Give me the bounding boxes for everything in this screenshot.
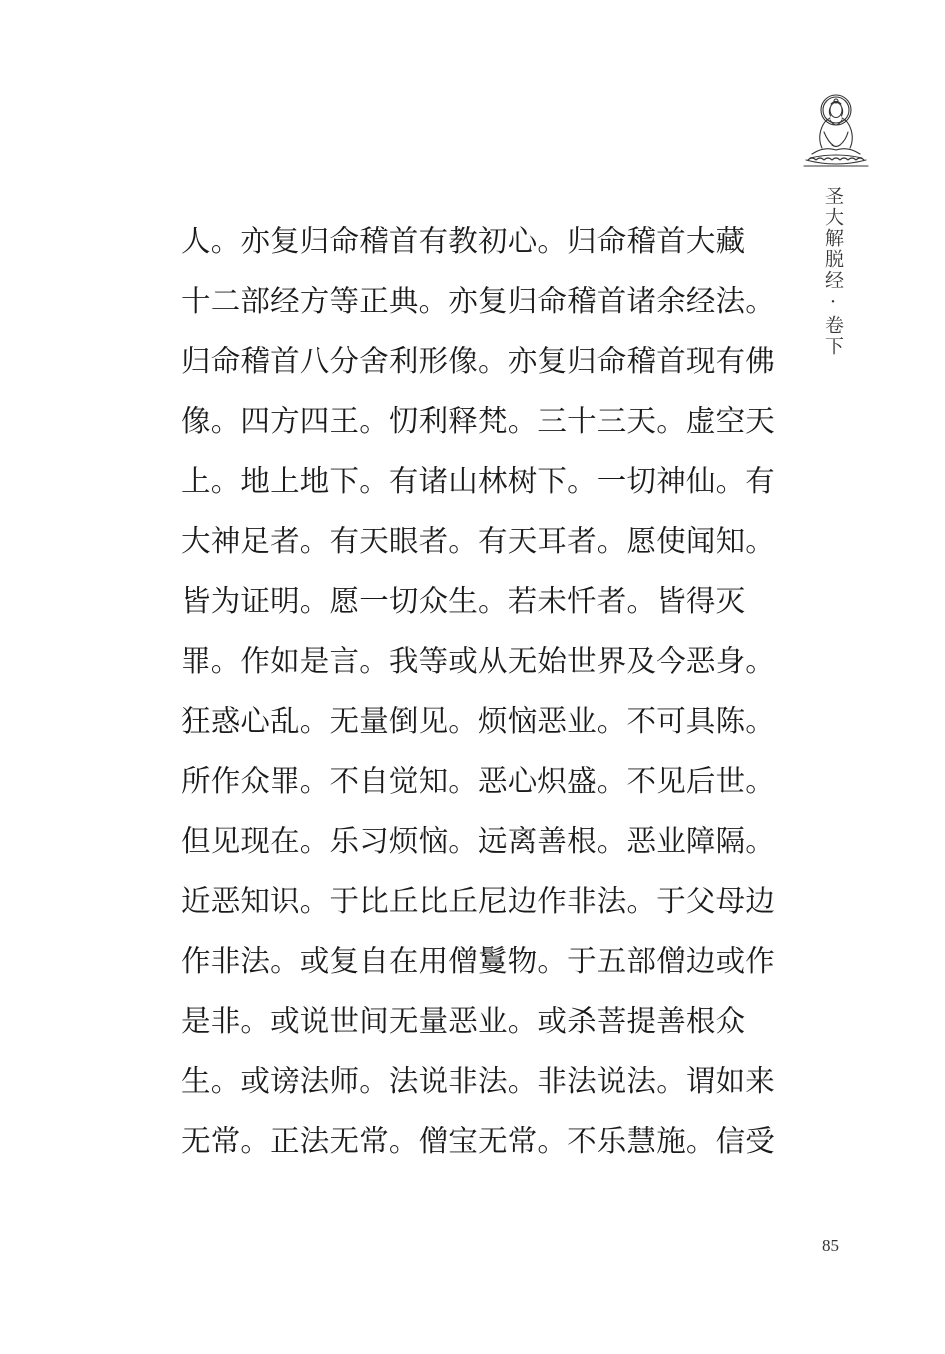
text-line: 所作众罪。不自觉知。恶心炽盛。不见后世。	[181, 764, 776, 798]
page-number: 85	[822, 1236, 839, 1255]
text-line: 近恶知识。于比丘比丘尼边作非法。于父母边	[181, 884, 776, 918]
seated-buddha-icon	[800, 90, 872, 168]
text-line: 生。或谤法师。法说非法。非法说法。谓如来	[181, 1064, 776, 1098]
text-line: 无常。正法无常。僧宝无常。不乐慧施。信受	[181, 1124, 776, 1158]
text-line: 人。亦复归命稽首有教初心。归命稽首大藏	[181, 224, 746, 258]
running-head: 圣大解脱经·卷下	[822, 186, 844, 357]
text-line: 归命稽首八分舍利形像。亦复归命稽首现有佛	[181, 344, 776, 378]
text-line: 是非。或说世间无量恶业。或杀菩提善根众	[181, 1004, 746, 1038]
text-line: 狂惑心乱。无量倒见。烦恼恶业。不可具陈。	[181, 704, 776, 738]
text-line: 作非法。或复自在用僧鬘物。于五部僧边或作	[181, 944, 776, 978]
text-line: 上。地上地下。有诸山林树下。一切神仙。有	[181, 464, 776, 498]
text-line: 罪。作如是言。我等或从无始世界及今恶身。	[181, 644, 776, 678]
text-line: 十二部经方等正典。亦复归命稽首诸余经法。	[181, 284, 776, 318]
text-line: 大神足者。有天眼者。有天耳者。愿使闻知。	[181, 524, 776, 558]
text-line: 像。四方四王。忉利释梵。三十三天。虚空天	[181, 404, 776, 438]
text-line: 但见现在。乐习烦恼。远离善根。恶业障隔。	[181, 824, 776, 858]
body-text	[181, 211, 781, 1171]
text-line: 皆为证明。愿一切众生。若未忏者。皆得灭	[181, 584, 746, 618]
